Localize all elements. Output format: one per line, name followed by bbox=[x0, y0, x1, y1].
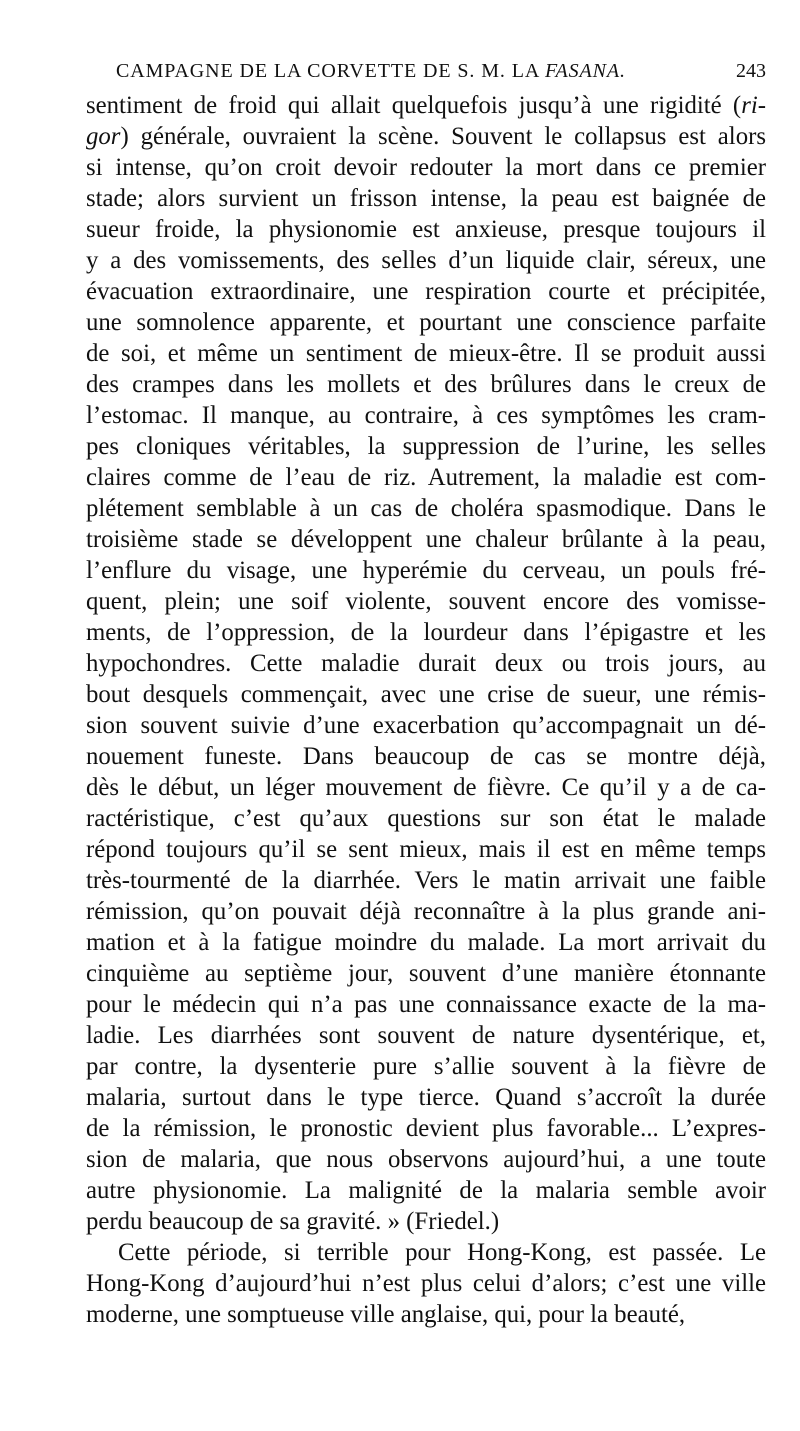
text-segment: répond toujours qu’il se sent mieux, mais il est en même temps bbox=[86, 836, 766, 863]
text-segment: très-tourmenté de la diarrhée. Vers le matin arrivait une faible bbox=[86, 867, 766, 894]
text-segment: malaria, surtout dans le type tierce. Quand s’accroît la durée bbox=[86, 1084, 766, 1111]
text-line bbox=[86, 989, 766, 1020]
paragraph-1 bbox=[86, 90, 766, 1237]
text-line bbox=[86, 245, 766, 276]
text-line bbox=[86, 152, 766, 183]
text-segment: de soi, et même un sentiment de mieux-être. Il se produit aussi bbox=[86, 340, 766, 367]
text-line bbox=[86, 710, 766, 741]
text-line bbox=[86, 493, 766, 524]
running-title bbox=[116, 60, 626, 83]
text-line bbox=[86, 927, 766, 958]
text-segment: Cette période, si terrible pour Hong-Kong, est passée. Le bbox=[118, 1239, 766, 1266]
text-line bbox=[86, 834, 766, 865]
text-line bbox=[86, 369, 766, 400]
text-segment: une somnolence apparente, et pourtant une conscience parfaite bbox=[86, 309, 766, 336]
text-segment: si intense, qu’on croit devoir redouter la mort dans ce premier bbox=[86, 154, 766, 181]
body-text bbox=[86, 90, 766, 1330]
text-line bbox=[86, 648, 766, 679]
text-line bbox=[86, 1113, 766, 1144]
text-line bbox=[86, 1299, 766, 1330]
text-segment: pour le médecin qui n’a pas une connaissance exacte de la ma- bbox=[86, 991, 766, 1018]
text-segment: claires comme de l’eau de riz. Autrement, la maladie est com- bbox=[86, 464, 766, 491]
paragraph-2 bbox=[86, 1237, 766, 1330]
page-number: 243 bbox=[736, 60, 766, 82]
text-segment: dès le début, un léger mouvement de fièvre. Ce qu’il y a de ca- bbox=[86, 774, 766, 801]
text-line bbox=[86, 1051, 766, 1082]
text-line bbox=[86, 1237, 766, 1268]
text-segment: sentiment de froid qui allait quelquefois jusqu’à une rigidité ( bbox=[86, 92, 742, 119]
text-segment: nouement funeste. Dans beaucoup de cas se montre déjà, bbox=[86, 743, 766, 770]
text-line bbox=[86, 679, 766, 710]
text-line bbox=[86, 1082, 766, 1113]
text-segment: y a des vomissements, des selles d’un liquide clair, séreux, une bbox=[86, 247, 766, 274]
text-line bbox=[86, 462, 766, 493]
text-line bbox=[86, 338, 766, 369]
text-segment: sion de malaria, que nous observons aujourd’hui, a une toute bbox=[86, 1146, 766, 1173]
text-segment: ractéristique, c’est qu’aux questions sur son état le malade bbox=[86, 805, 766, 832]
text-line bbox=[86, 772, 766, 803]
text-segment: cinquième au septième jour, souvent d’une manière étonnante bbox=[86, 960, 766, 987]
text-segment: pes cloniques véritables, la suppression de l’urine, les selles bbox=[86, 433, 766, 460]
text-segment: sueur froide, la physionomie est anxieuse, presque toujours il bbox=[86, 216, 766, 243]
text-segment: plétement semblable à un cas de choléra spasmodique. Dans le bbox=[86, 495, 766, 522]
text-segment: moderne, une somptueuse ville anglaise, qui, pour la beauté, bbox=[86, 1301, 686, 1328]
text-line bbox=[86, 1144, 766, 1175]
text-line bbox=[86, 90, 766, 121]
text-line bbox=[86, 1020, 766, 1051]
text-line bbox=[86, 555, 766, 586]
text-line bbox=[86, 958, 766, 989]
text-segment: bout desquels commençait, avec une crise de sueur, une rémis- bbox=[86, 681, 766, 708]
text-line bbox=[86, 214, 766, 245]
text-line bbox=[86, 741, 766, 772]
text-line bbox=[86, 1206, 766, 1237]
text-line bbox=[86, 307, 766, 338]
text-segment: des crampes dans les mollets et des brûlures dans le creux de bbox=[86, 371, 766, 398]
text-segment: l’estomac. Il manque, au contraire, à ces symptômes les cram- bbox=[86, 402, 766, 429]
text-segment: autre physionomie. La malignité de la malaria semble avoir bbox=[86, 1177, 766, 1204]
text-line bbox=[86, 276, 766, 307]
text-segment: troisième stade se développent une chaleur brûlante à la peau, bbox=[86, 526, 766, 553]
text-segment: stade; alors survient un frisson intense, la peau est baignée de bbox=[86, 185, 766, 212]
running-title-prefix: CAMPAGNE DE LA CORVETTE DE S. M. LA bbox=[116, 60, 545, 82]
text-line bbox=[86, 586, 766, 617]
text-segment: de la rémission, le pronostic devient plus favorable... L’expres- bbox=[86, 1115, 766, 1142]
text-segment: sion souvent suivie d’une exacerbation qu’accompagnait un dé- bbox=[86, 712, 766, 739]
text-segment: perdu beaucoup de sa gravité. » (Friedel.) bbox=[86, 1208, 500, 1235]
text-line bbox=[86, 1175, 766, 1206]
text-segment: quent, plein; une soif violente, souvent encore des vomisse- bbox=[86, 588, 766, 615]
text-line bbox=[86, 865, 766, 896]
text-segment: mation et à la fatigue moindre du malade. La mort arrivait du bbox=[86, 929, 766, 956]
text-segment: ladie. Les diarrhées sont souvent de nature dysentérique, et, bbox=[86, 1022, 766, 1049]
text-line bbox=[86, 524, 766, 555]
text-line bbox=[86, 803, 766, 834]
text-line bbox=[86, 1268, 766, 1299]
text-line bbox=[86, 400, 766, 431]
italic-text-segment: ri- bbox=[741, 92, 766, 119]
text-segment: par contre, la dysenterie pure s’allie souvent à la fièvre de bbox=[86, 1053, 766, 1080]
text-segment: Hong-Kong d’aujourd’hui n’est plus celui d’alors; c’est une ville bbox=[86, 1270, 766, 1297]
text-line bbox=[86, 431, 766, 462]
text-segment: l’enflure du visage, une hyperémie du cerveau, un pouls fré- bbox=[86, 557, 766, 584]
text-line bbox=[86, 896, 766, 927]
text-segment: rémission, qu’on pouvait déjà reconnaître à la plus grande ani- bbox=[86, 898, 766, 925]
page-header bbox=[86, 60, 766, 90]
text-segment: ) générale, ouvraient la scène. Souvent le collapsus est alors bbox=[120, 123, 766, 150]
text-line bbox=[86, 121, 766, 152]
text-line bbox=[86, 617, 766, 648]
italic-text-segment: gor bbox=[86, 123, 121, 150]
text-segment: évacuation extraordinaire, une respiration courte et précipitée, bbox=[86, 278, 766, 305]
text-segment: hypochondres. Cette maladie durait deux ou trois jours, au bbox=[86, 650, 766, 677]
running-title-ship-name: FASANA. bbox=[544, 60, 626, 82]
text-segment: ments, de l’oppression, de la lourdeur dans l’épigastre et les bbox=[86, 619, 766, 646]
text-line bbox=[86, 183, 766, 214]
